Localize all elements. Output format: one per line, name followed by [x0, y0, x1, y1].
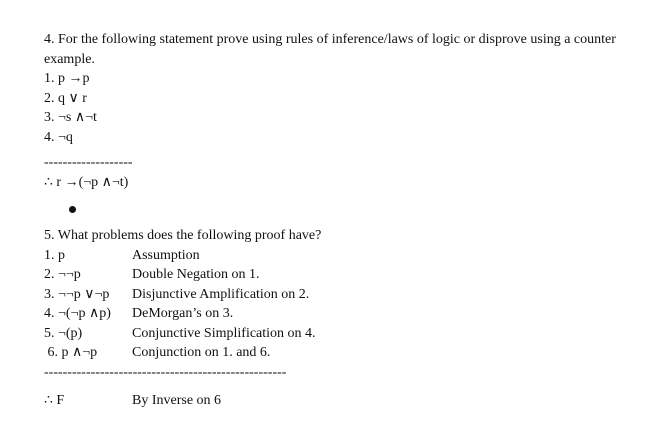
proof-conclusion	[44, 391, 660, 411]
premise-4: 4. ¬q	[44, 129, 73, 145]
step-number: 2. ¬¬p	[44, 267, 81, 282]
document-page	[44, 30, 660, 411]
proof-step	[44, 246, 660, 266]
conclusion-symbol: ∴ F	[44, 393, 65, 408]
step-number: 6. p ∧¬p	[44, 345, 98, 360]
question-4-prompt: 4. For the following statement prove using rules of inference/laws of logic or disprove using a counter example.	[44, 32, 616, 67]
premise-3: 3. ¬s ∧¬t	[44, 110, 97, 125]
separator-line: -------------------	[44, 155, 133, 170]
bullet-icon	[69, 206, 76, 213]
step-justification: Conjunction on 1. and 6.	[132, 345, 271, 360]
step-justification: DeMorgan’s on 3.	[132, 306, 234, 321]
proof-step	[44, 304, 660, 324]
step-justification: Assumption	[132, 247, 200, 263]
step-number: 3. ¬¬p ∨¬p	[44, 286, 110, 302]
bullet-item	[44, 192, 660, 226]
step-justification: Conjunctive Simplification on 4.	[132, 325, 316, 341]
premise-2: 2. q ∨ r	[44, 90, 87, 106]
proof-step	[44, 265, 660, 285]
proof-step	[44, 343, 660, 363]
proof-step	[44, 324, 660, 344]
step-justification: Disjunctive Amplification on 2.	[132, 286, 310, 302]
conclusion: ∴ r →(¬p ∧¬t)	[44, 174, 129, 190]
step-justification: Double Negation on 1.	[132, 267, 260, 282]
step-number: 4. ¬(¬p ∧p)	[44, 306, 111, 321]
premise-1: 1. p →p	[44, 71, 90, 86]
step-number: 1. p	[44, 247, 65, 263]
proof-step	[44, 285, 660, 305]
question-5-prompt: 5. What problems does the following proof have?	[44, 228, 322, 243]
proof-separator-line: ----------------------------------------------------	[44, 364, 287, 380]
step-number: 5. ¬(p)	[44, 325, 83, 341]
conclusion-justification: By Inverse on 6	[132, 393, 222, 408]
